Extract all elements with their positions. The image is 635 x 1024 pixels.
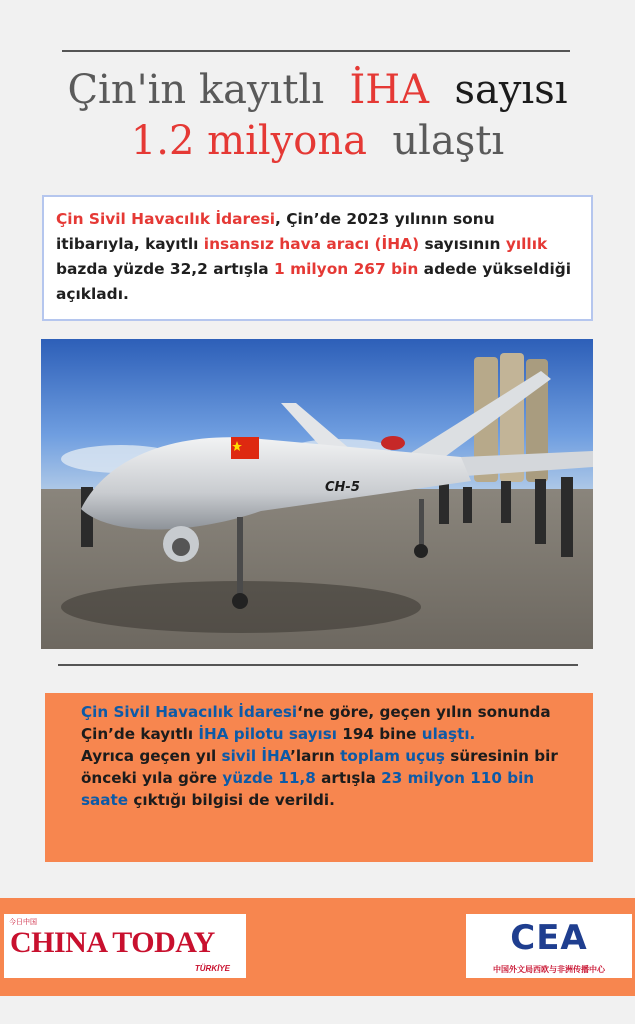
details-text: 194 bine — [337, 725, 422, 743]
details-text: çıktığı bilgisi de verildi. — [128, 791, 335, 809]
title-part: sayısı — [454, 67, 568, 113]
china-today-logo — [4, 914, 246, 978]
details-text: süresinin bir önceki yıla göre — [81, 747, 558, 787]
tail-code: CH-5 — [325, 480, 360, 495]
page-title-line-2 — [0, 117, 635, 165]
cea-logo — [466, 914, 632, 978]
details-text: İHA pilotu sayısı — [198, 725, 337, 743]
page-title-line-1 — [0, 66, 635, 114]
details-text: ‘ne göre, geçen yılın sonunda Çin’de kayıtlı — [81, 703, 551, 743]
title-part: ulaştı — [392, 118, 505, 164]
drone-photo — [41, 339, 593, 649]
intro-text: 1 milyon 267 bin — [274, 260, 419, 278]
china-today-chinese: 今日中国 — [9, 919, 37, 926]
details-text: ulaştı. — [421, 725, 476, 743]
china-today-subtitle: TÜRKİYE — [194, 964, 230, 973]
details-text: sivil İHA — [221, 747, 291, 765]
intro-text: sayısının — [419, 235, 506, 253]
details-text: ’ların — [290, 747, 341, 765]
intro-text: bazda yüzde 32,2 artışla — [56, 260, 275, 278]
china-today-wordmark: CHINA TODAY — [10, 926, 215, 959]
drone-illustration — [41, 339, 593, 649]
title-part: Çin'in kayıtlı — [67, 67, 324, 113]
details-text: Ayrıca geçen yıl — [81, 747, 222, 765]
title-highlight: 1.2 milyona — [130, 118, 367, 164]
title-highlight: İHA — [349, 67, 430, 113]
middle-divider — [58, 664, 578, 666]
intro-text: adede yükseldiği açıkladı. — [56, 260, 572, 303]
cea-subtitle: 中国外文局西欧与非洲传播中心 — [493, 965, 605, 974]
intro-text: , Çin’de 2023 yılının sonu itibarıyla, kayıtlı — [56, 210, 495, 253]
intro-text: insansız hava aracı (İHA) — [203, 235, 420, 253]
details-text: 23 milyon 110 bin saate — [81, 769, 535, 809]
details-text: toplam uçuş — [340, 747, 445, 765]
details-text: Çin Sivil Havacılık İdaresi — [81, 703, 298, 721]
cea-wordmark: CEA — [510, 918, 588, 958]
top-divider — [62, 50, 570, 52]
details-text: yüzde 11,8 — [222, 769, 316, 787]
details-text: artışla — [315, 769, 382, 787]
intro-text: Çin Sivil Havacılık İdaresi — [56, 210, 276, 228]
details-box — [45, 693, 593, 862]
intro-text: yıllık — [505, 235, 548, 253]
intro-box — [42, 195, 593, 321]
